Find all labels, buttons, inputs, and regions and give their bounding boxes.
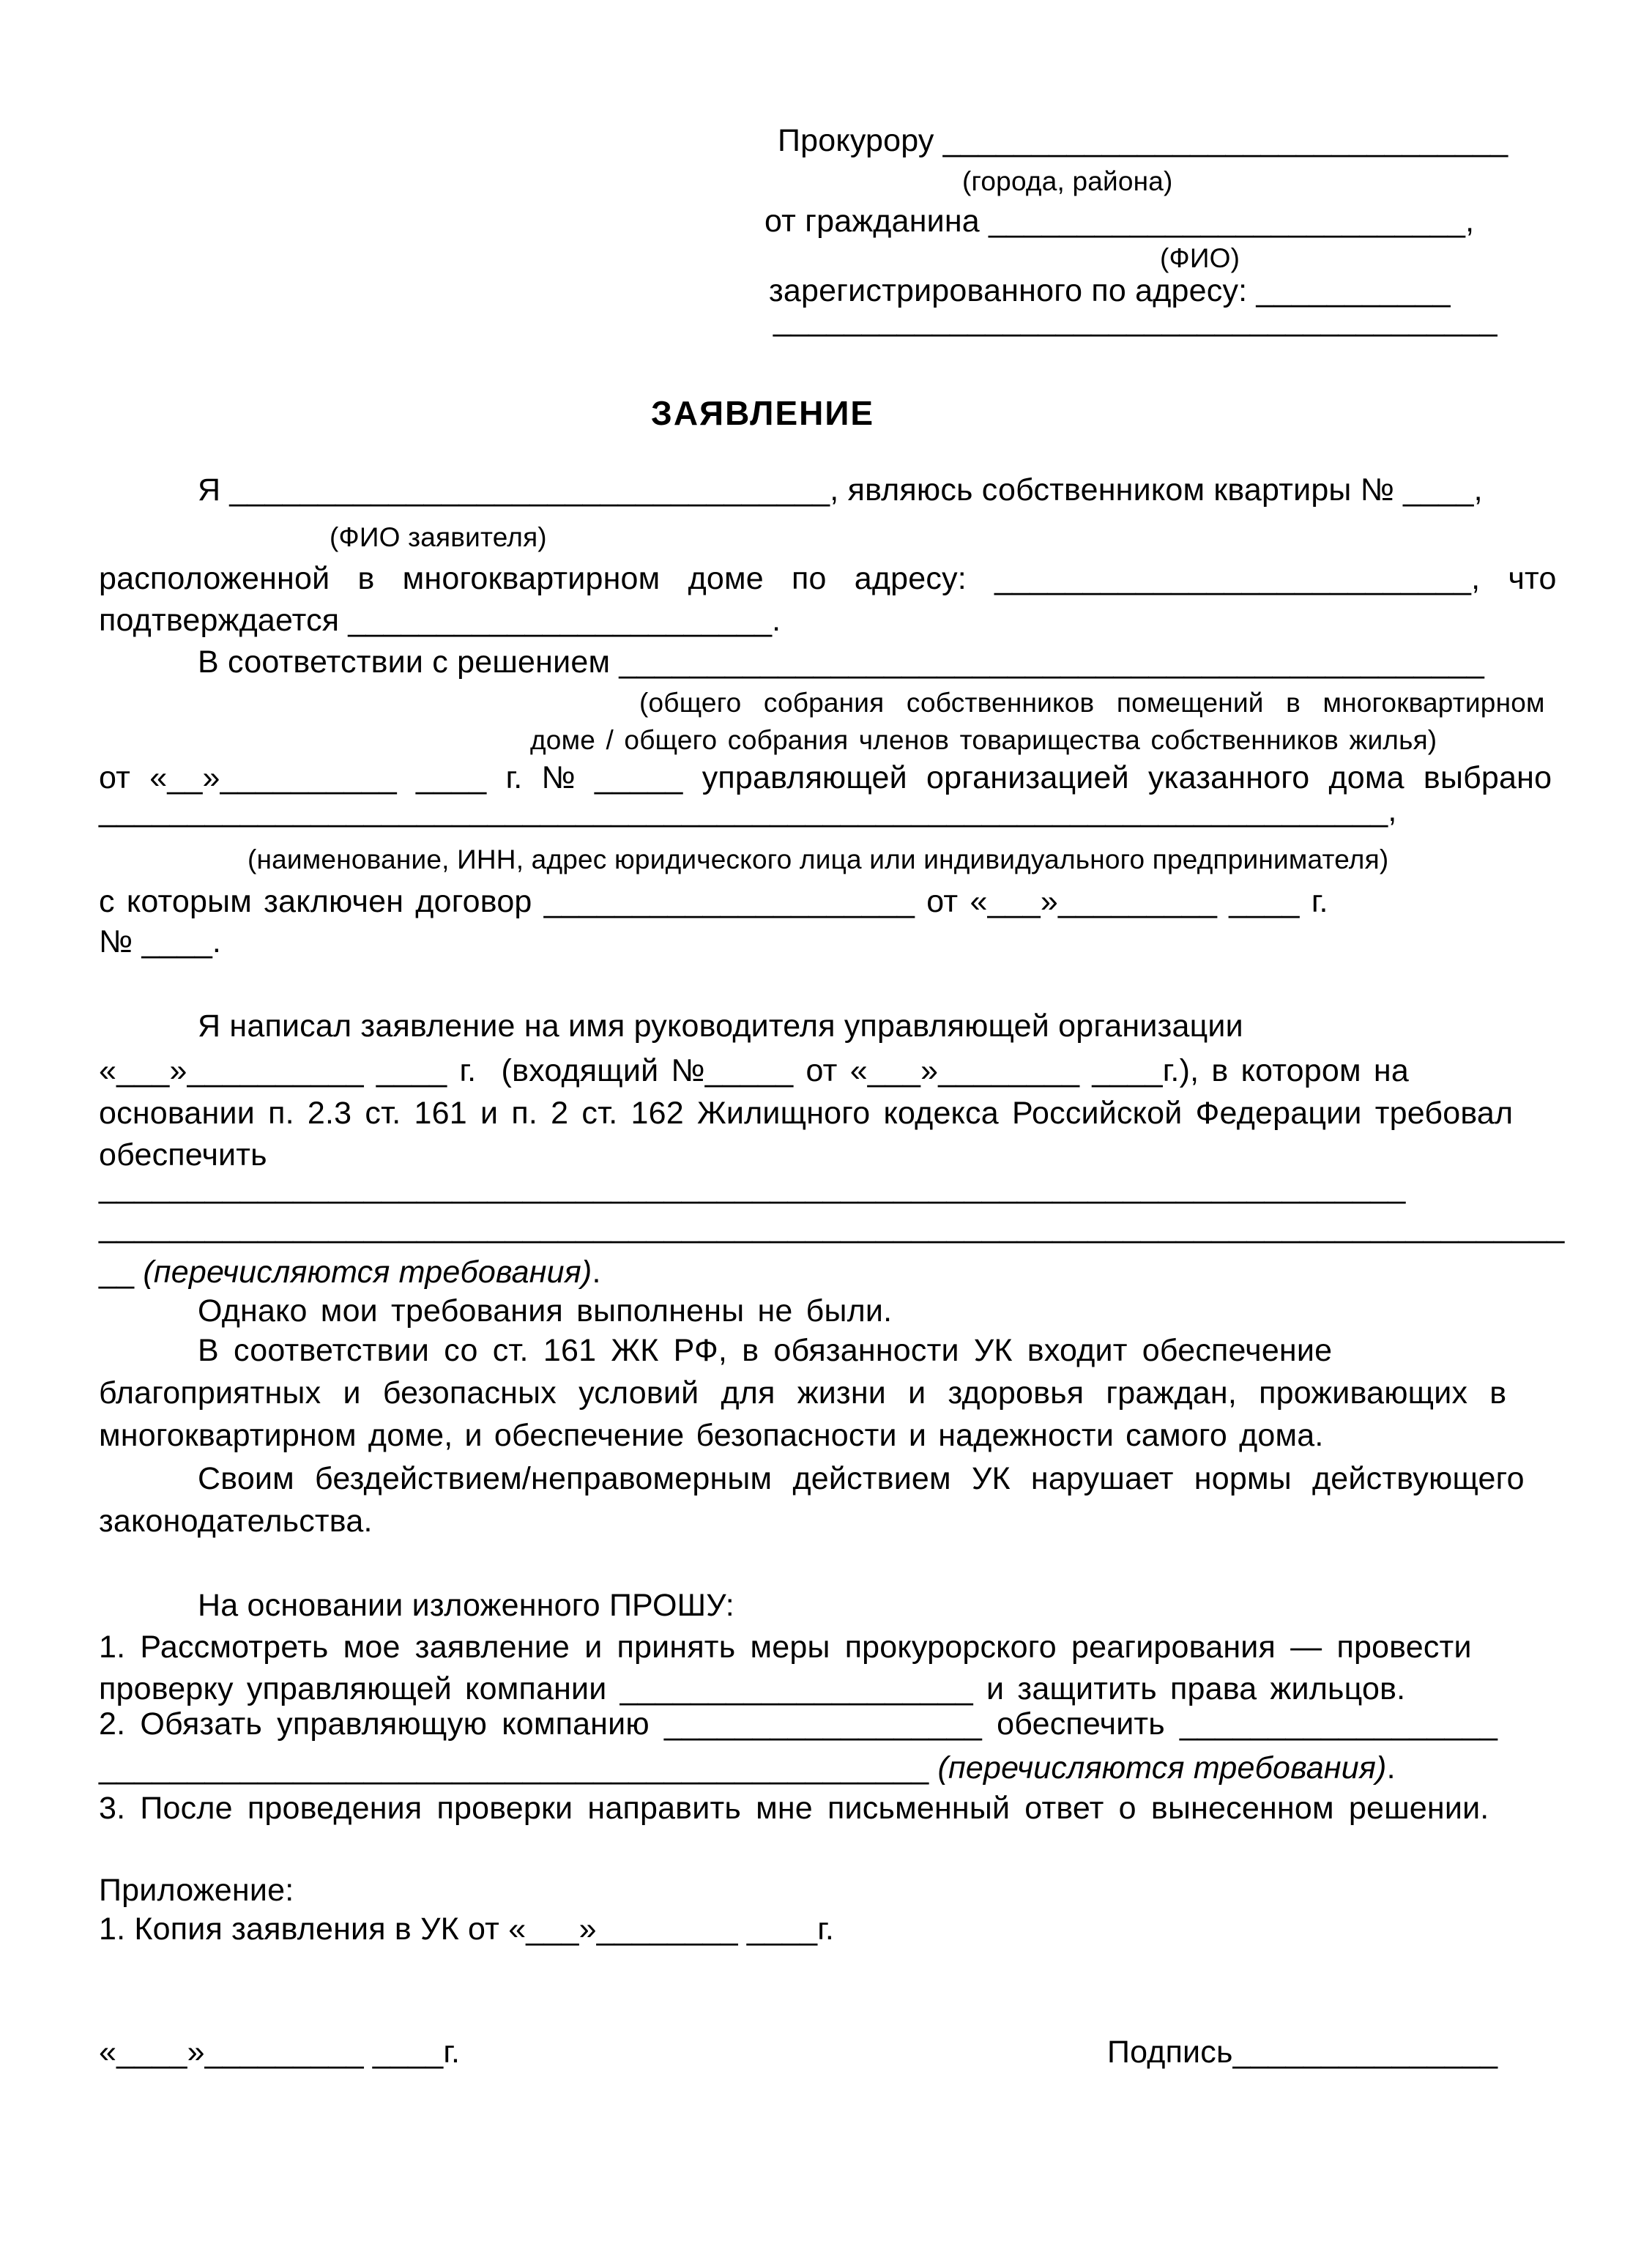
request-item-2-italic: (перечисляются требования) (937, 1750, 1387, 1786)
duty-line-2: благоприятных и безопасных условий для жизни и здоровья граждан, проживающих в (99, 1375, 1507, 1411)
violation-line-2: законодательства. (99, 1504, 373, 1539)
intro-line-2: расположенной в многоквартирном доме по адресу: ___________________________, что (99, 561, 1557, 596)
requirements-note-line (99, 1254, 601, 1291)
requirements-note-suffix: . (592, 1255, 601, 1290)
header-address-line: зарегистрированного по адресу: ___________ (769, 273, 1451, 308)
claim-line-4: обеспечить (99, 1137, 267, 1173)
however-line: Однако мои требования выполнены не были. (198, 1293, 893, 1329)
request-item-2-suffix: . (1386, 1750, 1396, 1786)
intro-line-1: Я __________________________________, являюсь собственником квартиры № ____, (198, 472, 1483, 508)
decision-caption-2: доме / общего собрания членов товарищества собственников жилья) (530, 725, 1437, 755)
chosen-org-caption: (наименование, ИНН, адрес юридического лица или индивидуального предпринимателя) (248, 844, 1389, 874)
header-prosecutor-caption: (города, района) (962, 166, 1173, 196)
requirements-note-prefix: __ (99, 1255, 144, 1290)
request-item-1-line-2: проверку управляющей компании ____________________ и защитить права жильцов. (99, 1671, 1406, 1706)
claim-line-2: «___»__________ ____ г. (входящий №_____ от «___»________ ____г.), в котором на (99, 1053, 1409, 1088)
request-item-2-blank: _______________________________________________ (99, 1750, 938, 1786)
contract-number-line: № ____. (99, 924, 222, 959)
claim-line-3: основании п. 2.3 ст. 161 и п. 2 ст. 162 Жилищного кодекса Российской Федерации требовал (99, 1096, 1514, 1131)
violation-line-1: Своим бездействием/неправомерным действием УК нарушает нормы действующего (198, 1461, 1525, 1496)
footer-signature-line: Подпись_______________ (1107, 2035, 1498, 2070)
requirements-note-italic: (перечисляются требования) (143, 1255, 592, 1290)
header-prosecutor-line: Прокурору ________________________________ (778, 123, 1508, 158)
duty-line-1: В соответствии со ст. 161 ЖК РФ, в обязанности УК входит обеспечение (198, 1333, 1333, 1368)
intro-line-3: подтверждается ________________________. (99, 603, 781, 638)
header-citizen-line: от гражданина ___________________________, (764, 204, 1475, 239)
chosen-org-line: от «__»__________ ____ г. № _____ управляющей организацией указанного дома выбрано (99, 760, 1552, 795)
attachment-heading: Приложение: (99, 1873, 294, 1908)
claim-line-1: Я написал заявление на имя руководителя управляющей организации (198, 1008, 1243, 1044)
attachment-item-1: 1. Копия заявления в УК от «___»________ ____г. (99, 1912, 835, 1947)
decision-caption-1: (общего собрания собственников помещений в многоквартирном (639, 688, 1545, 718)
footer-date-line: «____»_________ ____г. (99, 2035, 461, 2070)
header-citizen-caption: (ФИО) (1160, 243, 1240, 273)
request-item-2-line-1: 2. Обязать управляющую компанию __________________ обеспечить __________________ (99, 1706, 1498, 1742)
request-item-1-line-1: 1. Рассмотреть мое заявление и принять меры прокурорского реагирования — провести (99, 1630, 1472, 1665)
claim-blank-1: __________________________________________________________________________ (99, 1170, 1406, 1205)
contract-line: с которым заключен договор _____________________ от «___»_________ ____ г. (99, 884, 1328, 919)
request-item-3: 3. После проведения проверки направить мне письменный ответ о вынесенном решении. (99, 1791, 1489, 1826)
decision-line: В соответствии с решением _________________________________________________ (198, 644, 1484, 680)
request-item-2-line-2 (99, 1750, 1396, 1787)
intro-caption: (ФИО заявителя) (330, 522, 547, 552)
header-address-blank: _________________________________________ (773, 302, 1497, 338)
duty-line-3: многоквартирном доме, и обеспечение безопасности и надежности самого дома. (99, 1418, 1324, 1453)
document-title: ЗАЯВЛЕНИЕ (651, 394, 875, 432)
chosen-org-blank: _________________________________________________________________________, (99, 793, 1397, 828)
claim-blank-2: ___________________________________________________________________________________ (99, 1209, 1565, 1244)
requests-heading: На основании изложенного ПРОШУ: (198, 1588, 734, 1623)
